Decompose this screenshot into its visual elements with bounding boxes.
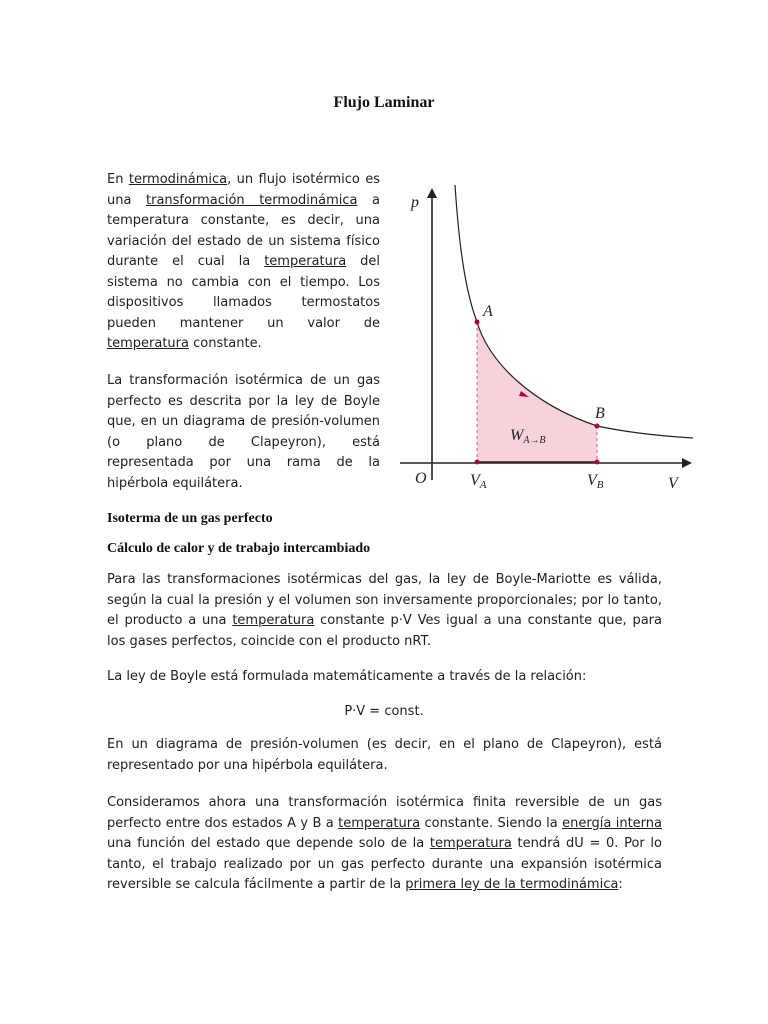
va-label: VA	[470, 472, 487, 491]
link-text[interactable]: temperatura	[107, 336, 189, 351]
vb-label: VB	[587, 472, 604, 491]
link-text[interactable]: temperatura	[232, 613, 315, 628]
text-run: constante.	[188, 336, 262, 351]
text-run: constante. Siendo la	[420, 815, 563, 831]
heading-isoterma: Isoterma de un gas perfecto	[107, 511, 273, 526]
paragraph-transformation	[107, 793, 662, 896]
link-text[interactable]: temperatura	[429, 836, 512, 851]
link-text[interactable]: termodinámica	[128, 172, 228, 187]
text-run: a temperatura constante, es decir, una variación del estado de un sistema físico durante el cual la	[107, 192, 380, 269]
point-b-label: B	[595, 405, 605, 422]
intro-paragraph	[107, 170, 380, 355]
text-run: Consideramos ahora una transformación isotérmica finita reversible de un gas perfecto entre dos estados A y B a	[107, 795, 662, 831]
link-text[interactable]: transformación termodinámica	[146, 192, 358, 208]
paragraph-formulation	[107, 667, 662, 688]
text-run: :	[618, 877, 623, 892]
axis-y-label: p	[411, 194, 419, 211]
axis-x-label: V	[668, 475, 678, 492]
point-vb	[595, 460, 600, 465]
boyle-paragraph	[107, 371, 380, 494]
paragraph-boyle-mariotte	[107, 570, 662, 652]
paragraph-hyperbola	[107, 735, 662, 776]
link-text[interactable]: energía interna	[562, 815, 662, 831]
text-run: En un diagrama de presión-volumen (es decir, en el plano de Clapeyron), está representado por una hipérbola equilátera.	[107, 737, 662, 773]
link-text[interactable]: primera ley de la termodinámica	[405, 877, 619, 892]
link-text[interactable]: temperatura	[264, 254, 347, 269]
boyle-formula: P·V = const.	[344, 704, 424, 719]
text-run: La transformación isotérmica de un gas perfecto es descrita por la ley de Boyle que, en un diagrama de presión-volumen (o plano de Clapeyron), está representada por una rama de la hipérbola equilátera.	[107, 373, 380, 491]
point-b	[595, 424, 600, 429]
text-run: tendrá dU = 0. Por lo tanto, el trabajo realizado por un gas perfecto durante una expansión isotérmica reversible se calcula fácilmente a partir de la	[107, 836, 662, 892]
text-run: Para las transformaciones isotérmicas del gas, la ley de Boyle-Mariotte es válida, según la cual la presión y el volumen son inversamente proporcionales; por lo tanto, el producto a una	[107, 572, 662, 628]
text-run: constante p·V Ves igual a una constante que, para los gases perfectos, coincide con el producto nRT.	[107, 613, 662, 649]
text-run: La ley de Boyle está formulada matemáticamente a través de la relación:	[107, 669, 587, 684]
point-va	[475, 460, 480, 465]
page-title: Flujo Laminar	[333, 94, 435, 111]
text-run: , un flujo isotérmico es una	[107, 172, 380, 208]
heading-calculo: Cálculo de calor y de trabajo intercambiado	[107, 541, 371, 556]
text-run: En	[107, 172, 129, 187]
work-label: WA→B	[510, 427, 546, 446]
origin-label: O	[415, 470, 427, 487]
text-run: una función del estado que depende solo de la	[107, 836, 430, 851]
text-run: del sistema no cambia con el tiempo. Los dispositivos llamados termostatos pueden mantener un valor de	[107, 254, 380, 331]
point-a-label: A	[483, 303, 493, 320]
link-text[interactable]: temperatura	[338, 815, 421, 831]
point-a	[475, 320, 480, 325]
isotherm-diagram	[395, 175, 700, 510]
